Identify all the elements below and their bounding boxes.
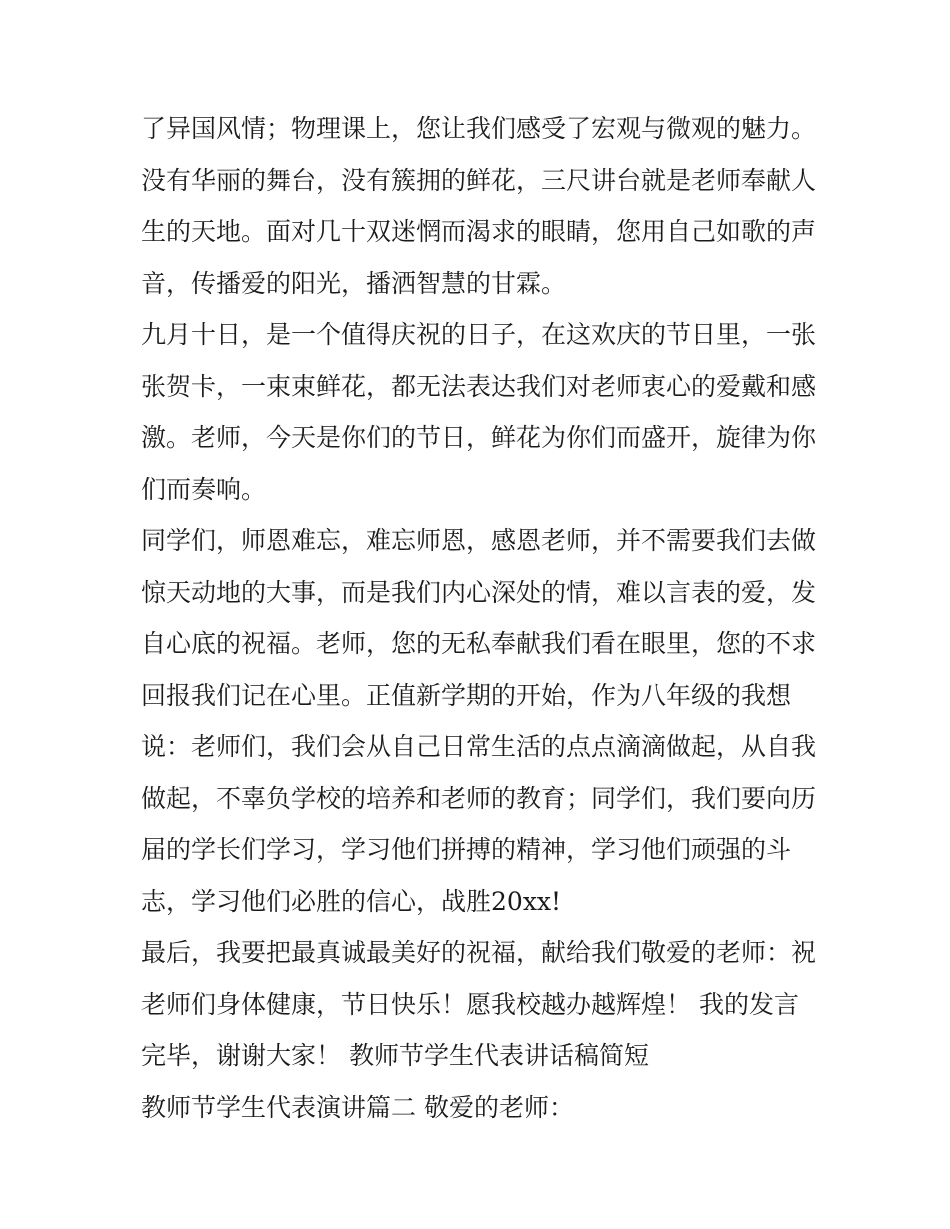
text-line: 自心底的祝福。老师，您的无私奉献我们看在眼里，您的不求 [141,629,817,658]
text-line: 同学们，师恩难忘，难忘师恩，感恩老师，并不需要我们去做 [141,526,817,555]
text-line: 没有华丽的舞台，没有簇拥的鲜花，三尺讲台就是老师奉献人 [141,165,817,195]
text-line: 九月十日，是一个值得庆祝的日子，在这欢庆的节日里，一张 [141,320,817,349]
text-line: 回报我们记在心里。正值新学期的开始，作为八年级的我想 [141,680,792,710]
text-line: 做起，不辜负学校的培养和老师的教育；同学们，我们要向历 [141,783,817,813]
text-line: 完毕，谢谢大家！ 教师节学生代表讲话稿简短 [141,1041,649,1070]
text-line: 音，传播爱的阳光，播洒智慧的甘霖。 [141,268,567,298]
text-line: 老师们身体健康，节日快乐！愿我校越办越辉煌！ 我的发言 [141,989,799,1019]
text-line: 说：老师们，我们会从自己日常生活的点点滴滴做起，从自我 [141,732,817,761]
text-line: 生的天地。面对几十双迷惘而渴求的眼睛，您用自己如歌的声 [141,217,817,246]
document-body [141,103,821,1133]
text-line: 了异国风情；物理课上，您让我们感受了宏观与微观的魅力。 [141,114,817,143]
text-line: 届的学长们学习，学习他们拼搏的精神，学习他们顽强的斗 [141,835,792,864]
text-line: 激。老师，今天是你们的节日，鲜花为你们而盛开，旋律为你 [141,423,817,452]
text-line: 教师节学生代表演讲篇二 敬爱的老师： [141,1092,574,1122]
text-line: 惊天动地的大事，而是我们内心深处的情，难以言表的爱，发 [141,577,817,607]
text-line: 最后，我要把最真诚最美好的祝福，献给我们敬爱的老师：祝 [141,938,817,967]
text-line: 张贺卡，一束束鲜花，都无法表达我们对老师衷心的爱戴和感 [141,371,817,401]
text-line: 志，学习他们必胜的信心，战胜20xx! [141,886,562,916]
text-line: 们而奏响。 [141,474,267,504]
